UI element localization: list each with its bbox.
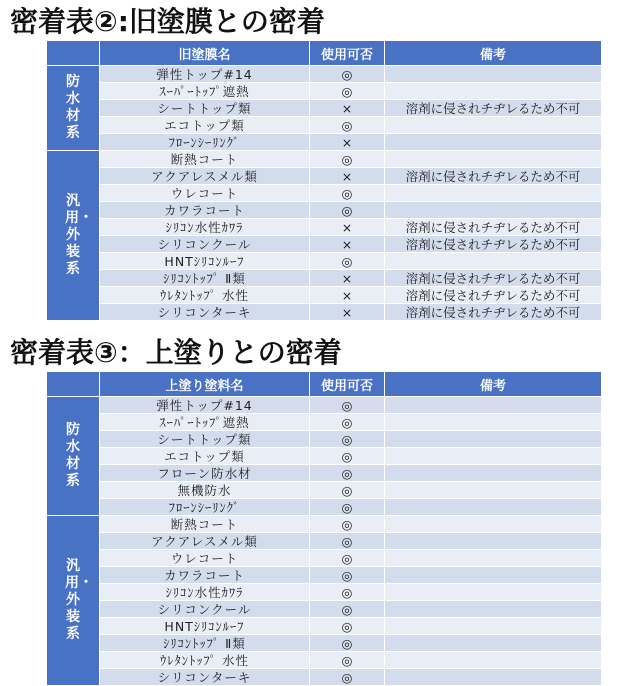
coating-name-cell: ウレコート (100, 185, 310, 202)
category-label (47, 397, 100, 516)
remarks-cell (385, 533, 602, 550)
table-row (47, 669, 602, 686)
table-header-row (47, 372, 602, 397)
coating-name-cell: ﾌﾛｰﾝｼｰﾘﾝｸﾞ (100, 499, 310, 516)
coating-name-cell: ｼﾘｺﾝﾄｯﾌﾟ Ⅱ類 (100, 270, 310, 287)
remarks-cell: 溶剤に侵されチヂレるため不可 (385, 100, 602, 117)
usability-cell: ◎ (310, 635, 385, 652)
coating-name-cell: ﾌﾛｰﾝｼｰﾘﾝｸﾞ (100, 134, 310, 151)
remarks-cell: 溶剤に侵されチヂレるため不可 (385, 270, 602, 287)
table-header-row (47, 41, 602, 66)
coating-name-cell: ｼﾘｺﾝﾄｯﾌﾟ Ⅱ類 (100, 635, 310, 652)
coating-name-cell: ｼﾘｺﾝ水性ｶﾜﾗ (100, 584, 310, 601)
remarks-cell (385, 185, 602, 202)
usability-cell: ◎ (310, 533, 385, 550)
usability-cell: ◎ (310, 482, 385, 499)
usability-cell: × (310, 270, 385, 287)
remarks-cell (385, 431, 602, 448)
coating-name-cell: シリコンターキ (100, 304, 310, 321)
coating-name-cell: ｽｰﾊﾟｰﾄｯﾌﾟ遮熱 (100, 83, 310, 100)
remarks-cell (385, 397, 602, 414)
remarks-cell (385, 601, 602, 618)
coating-name-cell: シリコンターキ (100, 669, 310, 686)
table-row (47, 448, 602, 465)
coating-name-cell: シリコンクール (100, 236, 310, 253)
table-row (47, 482, 602, 499)
usability-cell: ◎ (310, 414, 385, 431)
table-row (47, 270, 602, 287)
remarks-cell (385, 516, 602, 533)
remarks-cell: 溶剤に侵されチヂレるため不可 (385, 304, 602, 321)
remarks-cell (385, 66, 602, 83)
coating-name-cell: ウレコート (100, 550, 310, 567)
coating-name-cell: 断熱コート (100, 516, 310, 533)
usability-cell: × (310, 236, 385, 253)
coating-name-cell: 断熱コート (100, 151, 310, 168)
table-row (47, 219, 602, 236)
coating-name-cell: シートトップ類 (100, 100, 310, 117)
remarks-cell (385, 465, 602, 482)
table-row (47, 304, 602, 321)
table-row (47, 550, 602, 567)
coating-name-cell: ｳﾚﾀﾝﾄｯﾌﾟ 水性 (100, 652, 310, 669)
table-row (47, 652, 602, 669)
header-coating-name: 旧塗膜名 (100, 41, 310, 66)
usability-cell: ◎ (310, 431, 385, 448)
usability-cell: ◎ (310, 448, 385, 465)
usability-cell: × (310, 287, 385, 304)
table-row (47, 236, 602, 253)
table-row (47, 100, 602, 117)
usability-cell: ◎ (310, 83, 385, 100)
coating-name-cell: HNTｼﾘｺﾝﾙｰﾌ (100, 618, 310, 635)
remarks-cell: 溶剤に侵されチヂレるため不可 (385, 236, 602, 253)
coating-name-cell: 弾性トップ#14 (100, 397, 310, 414)
category-label (47, 151, 100, 321)
remarks-cell (385, 652, 602, 669)
category-text: 汎用・外装系 (65, 193, 93, 277)
usability-cell: × (310, 100, 385, 117)
usability-cell: ◎ (310, 584, 385, 601)
header-remarks: 備考 (385, 41, 602, 66)
coating-name-cell: シリコンクール (100, 601, 310, 618)
coating-name-cell: 無機防水 (100, 482, 310, 499)
coating-name-cell: フローン防水材 (100, 465, 310, 482)
remarks-cell (385, 618, 602, 635)
usability-cell: ◎ (310, 465, 385, 482)
usability-cell: ◎ (310, 66, 385, 83)
category-text: 防水材系 (66, 74, 80, 141)
table-row (47, 202, 602, 219)
remarks-cell: 溶剤に侵されチヂレるため不可 (385, 287, 602, 304)
table-row (47, 117, 602, 134)
table-row (47, 151, 602, 168)
usability-cell: ◎ (310, 567, 385, 584)
table-row (47, 414, 602, 431)
coating-name-cell: HNTｼﾘｺﾝﾙｰﾌ (100, 253, 310, 270)
usability-cell: × (310, 219, 385, 236)
remarks-cell (385, 202, 602, 219)
coating-name-cell: エコトップ類 (100, 448, 310, 465)
table-row (47, 533, 602, 550)
remarks-cell (385, 567, 602, 584)
usability-cell: ◎ (310, 669, 385, 686)
remarks-cell (385, 482, 602, 499)
table-row (47, 635, 602, 652)
table-row (47, 287, 602, 304)
usability-cell: × (310, 168, 385, 185)
coating-name-cell: 弾性トップ#14 (100, 66, 310, 83)
table-row (47, 397, 602, 414)
usability-cell: ◎ (310, 151, 385, 168)
usability-cell: ◎ (310, 601, 385, 618)
coating-name-cell: アクアレスメル類 (100, 168, 310, 185)
table-row (47, 253, 602, 270)
usability-cell: ◎ (310, 516, 385, 533)
remarks-cell (385, 83, 602, 100)
usability-cell: × (310, 304, 385, 321)
usability-cell: ◎ (310, 185, 385, 202)
remarks-cell (385, 669, 602, 686)
usability-cell: × (310, 134, 385, 151)
table-row (47, 66, 602, 83)
usability-cell: ◎ (310, 499, 385, 516)
coating-name-cell: ｽｰﾊﾟｰﾄｯﾌﾟ遮熱 (100, 414, 310, 431)
category-text: 防水材系 (66, 422, 80, 489)
table-row (47, 618, 602, 635)
usability-cell: ◎ (310, 618, 385, 635)
table3-title: 密着表③：上塗りとの密着 (10, 336, 342, 369)
coating-name-cell: アクアレスメル類 (100, 533, 310, 550)
usability-cell: ◎ (310, 117, 385, 134)
usability-cell: ◎ (310, 550, 385, 567)
table-row (47, 134, 602, 151)
coating-name-cell: シートトップ類 (100, 431, 310, 448)
usability-cell: ◎ (310, 397, 385, 414)
table-row (47, 185, 602, 202)
remarks-cell (385, 151, 602, 168)
coating-name-cell: エコトップ類 (100, 117, 310, 134)
remarks-cell (385, 635, 602, 652)
coating-name-cell: ｼﾘｺﾝ水性ｶﾜﾗ (100, 219, 310, 236)
remarks-cell (385, 134, 602, 151)
remarks-cell (385, 584, 602, 601)
header-spacer (47, 41, 100, 66)
category-label (47, 66, 100, 151)
usability-cell: ◎ (310, 202, 385, 219)
compatibility-table-topcoat (46, 371, 602, 686)
category-label (47, 516, 100, 686)
header-spacer (47, 372, 100, 397)
remarks-cell (385, 499, 602, 516)
header-usability: 使用可否 (310, 41, 385, 66)
table-row (47, 168, 602, 185)
header-topcoat-name: 上塗り塗料名 (100, 372, 310, 397)
remarks-cell (385, 414, 602, 431)
header-usability: 使用可否 (310, 372, 385, 397)
coating-name-cell: ｳﾚﾀﾝﾄｯﾌﾟ 水性 (100, 287, 310, 304)
remarks-cell: 溶剤に侵されチヂレるため不可 (385, 168, 602, 185)
usability-cell: ◎ (310, 652, 385, 669)
table2-title: 密着表②:旧塗膜との密着 (10, 5, 325, 38)
remarks-cell (385, 448, 602, 465)
remarks-cell (385, 253, 602, 270)
table-row (47, 465, 602, 482)
table-row (47, 83, 602, 100)
remarks-cell (385, 117, 602, 134)
category-text: 汎用・外装系 (65, 558, 93, 642)
table-row (47, 516, 602, 533)
table-row (47, 431, 602, 448)
header-remarks: 備考 (385, 372, 602, 397)
table-row (47, 499, 602, 516)
usability-cell: ◎ (310, 253, 385, 270)
table-row (47, 584, 602, 601)
table-row (47, 601, 602, 618)
remarks-cell: 溶剤に侵されチヂレるため不可 (385, 219, 602, 236)
table-row (47, 567, 602, 584)
compatibility-table-old-coating (46, 40, 602, 321)
remarks-cell (385, 550, 602, 567)
coating-name-cell: カワラコート (100, 202, 310, 219)
coating-name-cell: カワラコート (100, 567, 310, 584)
